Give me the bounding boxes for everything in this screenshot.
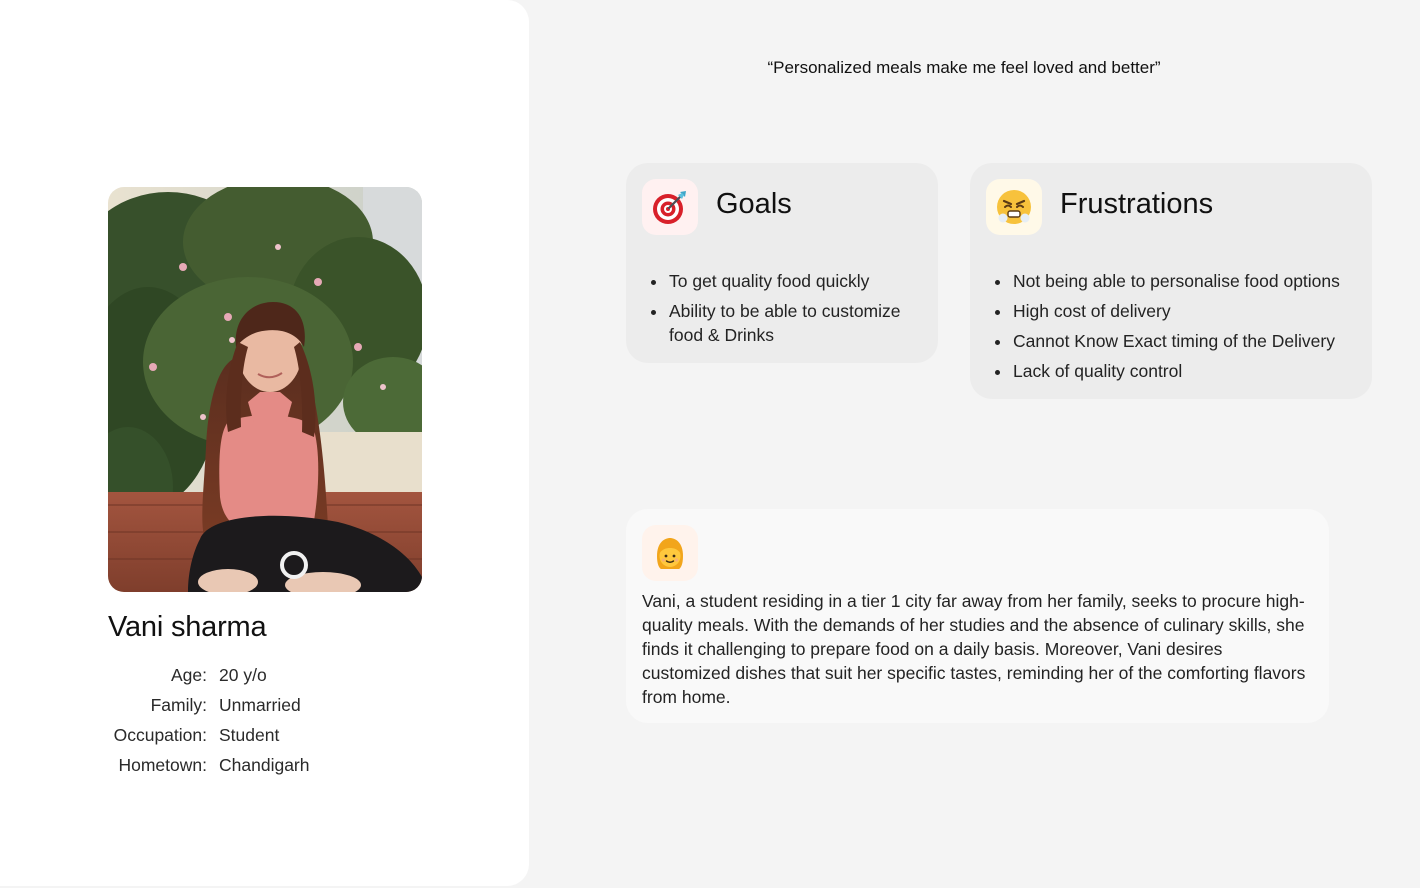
frustrations-card <box>970 163 1372 399</box>
frustrated-face-icon <box>986 179 1042 235</box>
persona-bio: Vani, a student residing in a tier 1 city far away from her family, seeks to procure high-quality meals. With the demands of her studies and the absence of culinary skills, she finds it challenging to prepare food on a daily basis. Moreover, Vani desires customized dishes that suit her specific tastes, reminding her of the comforting flavors from home. <box>642 591 1306 707</box>
detail-label: Occupation: <box>113 724 207 745</box>
list-item: • Lack of quality control <box>1012 359 1382 383</box>
goals-list <box>650 269 928 353</box>
list-item: • High cost of delivery <box>1012 299 1382 323</box>
list-item: • To get quality food quickly <box>668 269 928 293</box>
detail-row-occupation <box>108 720 438 750</box>
detail-value: Unmarried <box>219 694 301 715</box>
detail-value: Chandigarh <box>219 754 310 775</box>
detail-value: Student <box>219 724 280 745</box>
detail-value: 20 y/o <box>219 664 267 685</box>
detail-row-hometown <box>108 750 438 780</box>
frustrations-list <box>994 269 1382 389</box>
bio-card <box>626 509 1329 723</box>
persona-name: Vani sharma <box>108 611 267 643</box>
persona-details <box>108 660 438 780</box>
profile-card <box>0 0 529 886</box>
girl-emoji-icon <box>642 525 698 581</box>
goals-card <box>626 163 938 363</box>
detail-label: Family: <box>150 694 207 715</box>
target-icon <box>642 179 698 235</box>
frustrations-title: Frustrations <box>1060 188 1214 220</box>
persona-quote: “Personalized meals make me feel loved and better” <box>767 58 1161 77</box>
list-item: • Cannot Know Exact timing of the Delivery <box>1012 329 1382 353</box>
list-item: • Ability to be able to customize food & Drinks <box>668 299 928 347</box>
detail-row-family <box>108 690 438 720</box>
detail-row-age <box>108 660 438 690</box>
persona-photo <box>108 187 422 592</box>
goals-title: Goals <box>716 188 792 220</box>
detail-label: Hometown: <box>118 754 207 775</box>
detail-label: Age: <box>171 664 207 685</box>
list-item: • Not being able to personalise food options <box>1012 269 1382 293</box>
